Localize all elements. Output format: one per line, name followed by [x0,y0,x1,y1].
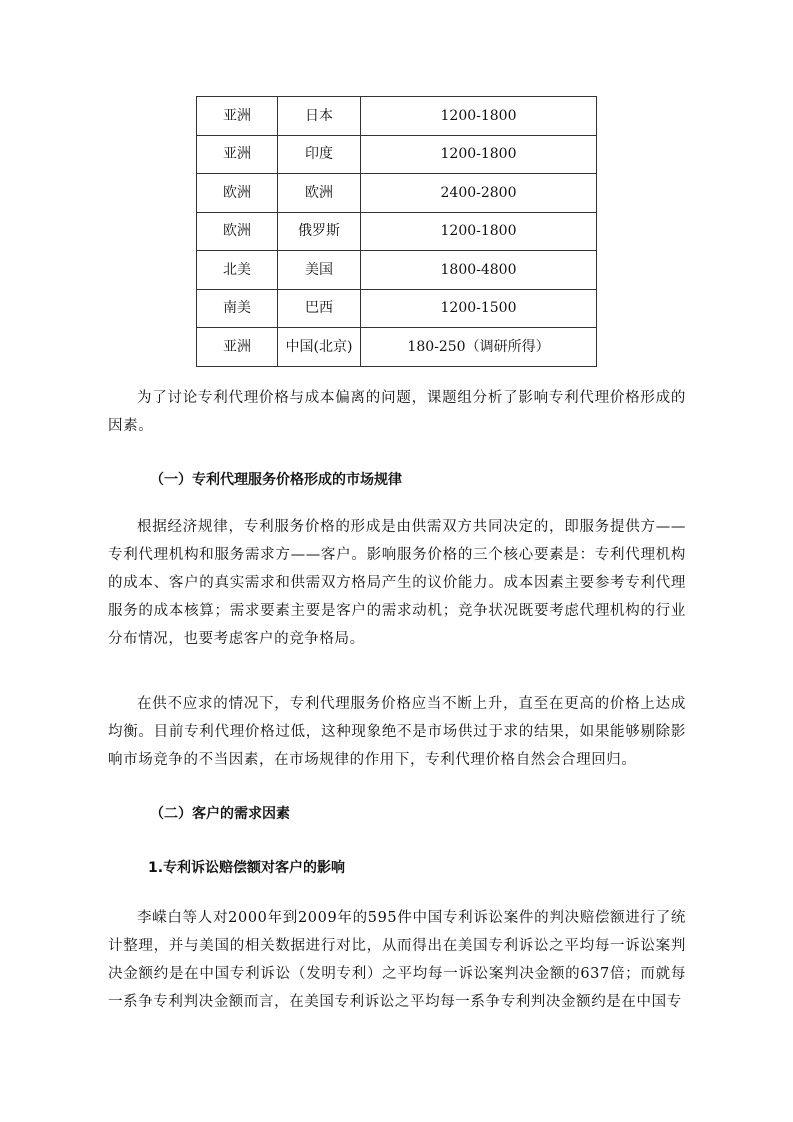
table-row [197,135,597,174]
section-heading-customer: （二）客户的需求因素 [150,806,290,822]
table-row [197,289,597,328]
section-heading-1-block [108,468,686,492]
table-row [197,328,597,367]
country-cell: 日本 [278,97,361,136]
section-heading-2-block [108,802,686,826]
region-cell: 亚洲 [197,135,278,174]
price-cell: 2400-2800 [361,174,597,213]
region-cell: 亚洲 [197,328,278,367]
price-cell: 1200-1800 [361,97,597,136]
price-cell: 1200-1800 [361,212,597,251]
subsection-heading-litigation: 1.专利诉讼赔偿额对客户的影响 [148,860,346,876]
table-row [197,174,597,213]
country-cell: 中国(北京) [278,328,361,367]
paragraph-1-block [108,513,686,653]
region-cell: 亚洲 [197,97,278,136]
country-cell: 巴西 [278,289,361,328]
country-cell: 美国 [278,251,361,290]
price-cell: 1200-1800 [361,135,597,174]
paragraph-litigation: 李嵘白等人对2000年到2009年的595件中国专利诉讼案件的判决赔偿额进行了统计整理，并与美国的相关数据进行对比，从而得出在美国专利诉讼之平均每一诉讼案判决金额约是在中国专利诉讼（发明专利）之平均每一诉讼案判决金额的637倍；而就每一系争专利判决金额而言，在美国专利诉讼之平均每一系争专利判决金额约是在中国专 [108,910,686,1010]
country-cell: 俄罗斯 [278,212,361,251]
table-row [197,251,597,290]
region-cell: 南美 [197,289,278,328]
country-cell: 印度 [278,135,361,174]
region-cell: 欧洲 [197,174,278,213]
paragraph-2-block [108,690,686,774]
table-row [197,97,597,136]
price-cell: 180-250（调研所得） [361,328,597,367]
country-cell: 欧洲 [278,174,361,213]
section-heading-market: （一）专利代理服务价格形成的市场规律 [150,472,402,488]
paragraph-3-block [108,904,686,1016]
price-table [196,96,597,367]
paragraph-market-law: 根据经济规律，专利服务价格的形成是由供需双方共同决定的，即服务提供方——专利代理机构和服务需求方——客户。影响服务价格的三个核心要素是：专利代理机构的成本、客户的真实需求和供需双方格局产生的议价能力。成本因素主要参考专利代理服务的成本核算；需求要素主要是客户的需求动机；竞争状况既要考虑代理机构的行业分布情况，也要考虑客户的竞争格局。 [108,519,686,647]
table-row [197,212,597,251]
intro-paragraph-block [108,384,686,440]
region-cell: 欧洲 [197,212,278,251]
paragraph-supply-demand: 在供不应求的情况下，专利代理服务价格应当不断上升，直至在更高的价格上达成均衡。目前专利代理价格过低，这种现象绝不是市场供过于求的结果，如果能够剔除影响市场竞争的不当因素，在市场规律的作用下，专利代理价格自然会合理回归。 [108,696,686,768]
section-heading-3-block [108,856,686,880]
price-table-body [197,97,597,367]
price-cell: 1800-4800 [361,251,597,290]
price-cell: 1200-1500 [361,289,597,328]
region-cell: 北美 [197,251,278,290]
intro-paragraph: 为了讨论专利代理价格与成本偏离的问题，课题组分析了影响专利代理价格形成的因素。 [108,390,686,434]
